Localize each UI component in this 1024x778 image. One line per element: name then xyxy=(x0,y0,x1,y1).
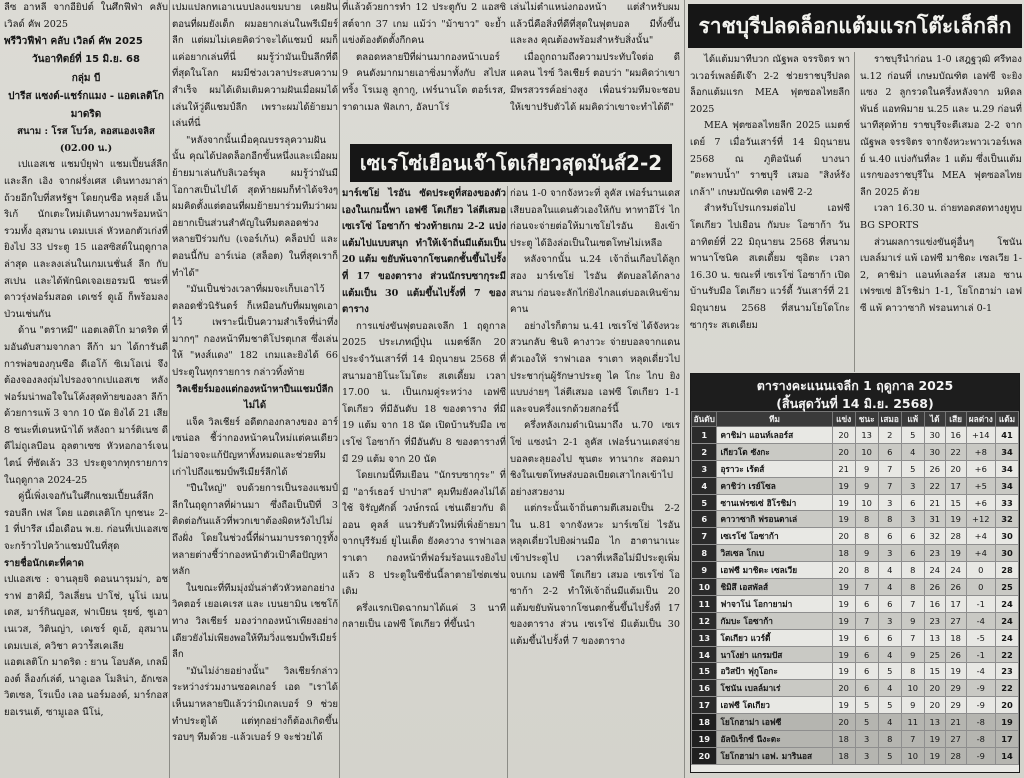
standings-row xyxy=(692,595,1019,612)
goals-against-cell: 29 xyxy=(945,697,966,714)
column-2-paragraph: "หลังจากนั้นเมื่อคุณบรรลุความฝันนั้น คุณได้ปลดล็อกอีกขั้นหนึ่งและเมื่อผมย้ายมาเล่นกับลิเวอร์พูล ผมรู้ว่ามันมีโอกาสเป็นไปได้ สุดท้ายผมก็ทำได้จริงๆ ผมคิดตั้งแต่ตอนที่ผมย้ายมาร่วมทีมว่าผมอยากเป็นส่วนสำคัญในทีมตลอดช่วงหลายปีร่วมกับ (เจอร์เก้น) คล็อปป์ และตอนนี้กับ อาร์เน่อ (สล็อต) ในที่สุดเราก็ทำได้" xyxy=(172,134,338,279)
won-cell: 8 xyxy=(855,528,878,545)
goal-diff-cell: -9 xyxy=(966,680,995,697)
team-cell: โชนัน เบลล์มาเร่ xyxy=(717,680,832,697)
points-cell: 24 xyxy=(995,612,1018,629)
goals-for-cell: 22 xyxy=(924,477,945,494)
standings-header-cell: เสมอ xyxy=(878,412,901,427)
drawn-cell: 4 xyxy=(878,646,901,663)
team-cell: เกียวโต ซังกะ xyxy=(717,443,832,460)
drawn-cell: 7 xyxy=(878,460,901,477)
goals-against-cell: 24 xyxy=(945,562,966,579)
lost-cell: 9 xyxy=(901,646,924,663)
goals-against-cell: 27 xyxy=(945,612,966,629)
column-5-paragraph: ส่วนผลการแข่งขันคู่อื่นๆ โชนัน เบลล์มาเร่ แพ้ เอฟซี มาชิดะ เซลเวีย 1-2, คาชิม่า แอนท์เลอร์ส เสมอ ซานเฟรซเซ่ ฮิโรชิม่า 1-1, โยโกฮาม่า เอฟซี แพ้ คาวาซากิ ฟรอนทาเล่ 0-1 xyxy=(860,236,1022,314)
goal-diff-cell: +12 xyxy=(966,511,995,528)
ratchaburi-headline: ราชบุรีปลดล็อกแต้มแรกโต๊ะเล็กลีก xyxy=(688,4,1022,48)
goals-for-cell: 23 xyxy=(924,545,945,562)
standings-header-cell: ชนะ xyxy=(855,412,878,427)
column-4-paragraph: แต่กระนั้นเจ้าถิ่นตามตีเสมอเป็น 2-2 ใน น.81 จากจังหวะ มาร์เซโย่ ไรอัน หลุดเดี่ยวไปยิงผ่านมือ ไก ฮาตานาเนะ เข้าประตูไป เวลาที่เหลือไม่มีประตูเพิ่ม จบเกม เอฟซี โตเกียว เสมอ เซเรโซ่ โอซาก้า 2-2 ทำให้เจ้าถิ่นมีแต้มเป็น 20 แต้มขยับพ้นจากโซนตกชั้นขึ้นไปรั้งที่ 17 ของตาราง ส่วน เซเรโซ่ มีแต้มเป็น 30 แต้มขึ้นไปรั้งที่ 7 ของตาราง xyxy=(510,503,680,648)
points-cell: 22 xyxy=(995,680,1018,697)
lost-cell: 6 xyxy=(901,545,924,562)
standings-table-box xyxy=(690,373,1020,773)
lost-cell: 3 xyxy=(901,511,924,528)
drawn-cell: 5 xyxy=(878,663,901,680)
team-cell: เอฟซี มาชิดะ เซลเวีย xyxy=(717,562,832,579)
column-4-paragraph: ก่อน 1-0 จากจังหวะที่ ลูคัส เฟอร์นานเดสเสียบอลในแดนตัวเองให้กับ ทาทาอีโร่ ไกก่อนจะจ่ายต่อให้มาเซโยไรอัน ยิงเข้าประตู ได้อิงล่อเป็นในเซตโทษไม่เหลือ xyxy=(510,188,680,249)
points-cell: 24 xyxy=(995,629,1018,646)
goals-against-cell: 20 xyxy=(945,460,966,477)
drawn-cell: 8 xyxy=(878,731,901,748)
team-cell: เอฟซี โตเกียว xyxy=(717,697,832,714)
goal-diff-cell: 0 xyxy=(966,562,995,579)
drawn-cell: 5 xyxy=(878,697,901,714)
rank-cell: 7 xyxy=(692,528,717,545)
team-cell: กัมบะ โอซาก้า xyxy=(717,612,832,629)
won-cell: 10 xyxy=(855,494,878,511)
standings-table xyxy=(691,411,1019,765)
column-2-paragraph: ในขณะที่ทีมมุ่งมั่นล่าตัวหัวหอกอย่าง วิคตอร์ เยอเคเรส และ เบนยามิน เชชโก้ ทาง วิลเชียร์ มองว่ากองหน้าเพียงอย่างเดียวยังไม่เพียงพอให้ทีมวิ่งแชมป์พรีเมียร์ลีก xyxy=(172,582,338,661)
rank-cell: 3 xyxy=(692,460,717,477)
goals-against-cell: 22 xyxy=(945,443,966,460)
lost-cell: 7 xyxy=(901,731,924,748)
rank-cell: 4 xyxy=(692,477,717,494)
points-cell: 25 xyxy=(995,579,1018,596)
lost-cell: 4 xyxy=(901,443,924,460)
played-cell: 19 xyxy=(832,477,855,494)
lineup-heading: รายชื่อนักเตะที่คาด xyxy=(4,557,84,569)
column-5-paragraph: MEA ฟุตซอลไทยลีก 2025 แมตช์เดย์ 7 เมื่อวันเสาร์ที่ 14 มิถุนายน 2568 ณ ภูติอนันต์ บางนา "ตะพาบน้ำ" ราชบุรี เสมอ "สิงห์รังเกล้า" เกษมบัณฑิต เอฟซี 2-2 xyxy=(690,120,850,198)
goal-diff-cell: -4 xyxy=(966,663,995,680)
team-cell: โยโกฮาม่า เอฟซี xyxy=(717,714,832,731)
column-3-paragraph: ตลอดหลายปีที่ผ่านมากองหน้าเบอร์ 9 คนดังมากมายเอาซิ่งมาทั้งกับ สไปสทริ้ง โรเมลู ลูกากู, เฟร์นานโด ตอร์เรส, ราดาเมล ฟัลเกา, อัลบาโร่ xyxy=(342,51,506,113)
standings-header-cell: แต้ม xyxy=(995,412,1018,427)
points-cell: 33 xyxy=(995,494,1018,511)
lost-cell: 10 xyxy=(901,680,924,697)
lost-cell: 9 xyxy=(901,697,924,714)
standings-row xyxy=(692,545,1019,562)
column-divider xyxy=(169,0,170,778)
article-column-3 xyxy=(342,186,506,778)
standings-subtitle: (สิ้นสุดวันที่ 14 มิ.ย. 2568) xyxy=(776,396,934,411)
goals-for-cell: 20 xyxy=(924,697,945,714)
goals-against-cell: 28 xyxy=(945,747,966,764)
column-1-paragraph: คู่นี้เพิ่งเจอกันในศึกแชมเปี้ยนส์ลีก รอบลีก เฟส โดย แอตเลติโก บุกชนะ 2-1 ที่ปารีส เมื่อเดือน พ.ย. ก่อนที่เปแอสเซจะกร้าวไปคว้าแชมป์ในที่สุด xyxy=(4,491,168,553)
preview-venue: สนาม : โรส โบว์ล, ลอสแองเจลิส (02.00 น.) xyxy=(17,126,155,154)
team-cell: เซเรโซ่ โอซาก้า xyxy=(717,528,832,545)
won-cell: 6 xyxy=(855,629,878,646)
goals-against-cell: 17 xyxy=(945,595,966,612)
points-cell: 17 xyxy=(995,731,1018,748)
column-divider xyxy=(684,0,685,778)
goals-for-cell: 30 xyxy=(924,427,945,444)
article-column-1 xyxy=(4,0,168,778)
rank-cell: 12 xyxy=(692,612,717,629)
goal-diff-cell: -9 xyxy=(966,747,995,764)
won-cell: 10 xyxy=(855,443,878,460)
played-cell: 19 xyxy=(832,663,855,680)
standings-row xyxy=(692,680,1019,697)
article-column-5a xyxy=(690,52,850,370)
goals-against-cell: 26 xyxy=(945,646,966,663)
column-divider xyxy=(339,0,340,778)
article-column-4 xyxy=(510,186,680,778)
lost-cell: 7 xyxy=(901,595,924,612)
preview-date: วันอาทิตย์ที่ 15 มิ.ย. 68 xyxy=(32,54,140,66)
rank-cell: 6 xyxy=(692,511,717,528)
goals-for-cell: 13 xyxy=(924,629,945,646)
column-3-paragraph: ครึ่งแรกเปิดฉากมาได้แค่ 3 นาที กลายเป็น เอฟซี โตเกียว ที่ขึ้นนำ xyxy=(342,602,506,631)
won-cell: 5 xyxy=(855,697,878,714)
points-cell: 28 xyxy=(995,562,1018,579)
team-cell: คาชิม่า แอนท์เลอร์ส xyxy=(717,427,832,444)
lost-cell: 8 xyxy=(901,579,924,596)
rank-cell: 5 xyxy=(692,494,717,511)
drawn-cell: 2 xyxy=(878,427,901,444)
goals-for-cell: 19 xyxy=(924,731,945,748)
standings-header-cell: ได้ xyxy=(924,412,945,427)
played-cell: 18 xyxy=(832,731,855,748)
rank-cell: 8 xyxy=(692,545,717,562)
rank-cell: 16 xyxy=(692,680,717,697)
column-5-paragraph: เวลา 16.30 น. ถ่ายทอดสดทางยูทูบ BG SPORTS xyxy=(860,203,1022,231)
drawn-cell: 3 xyxy=(878,545,901,562)
drawn-cell: 3 xyxy=(878,612,901,629)
goals-for-cell: 26 xyxy=(924,579,945,596)
points-cell: 19 xyxy=(995,714,1018,731)
rank-cell: 17 xyxy=(692,697,717,714)
goal-diff-cell: +4 xyxy=(966,528,995,545)
rank-cell: 18 xyxy=(692,714,717,731)
standings-body xyxy=(692,427,1019,765)
played-cell: 19 xyxy=(832,629,855,646)
points-cell: 30 xyxy=(995,545,1018,562)
goals-against-cell: 16 xyxy=(945,427,966,444)
preview-group: กลุ่ม บี xyxy=(71,72,101,84)
lost-cell: 6 xyxy=(901,528,924,545)
goal-diff-cell: -4 xyxy=(966,612,995,629)
article-column-4-top xyxy=(510,0,680,140)
standings-header-cell: เสีย xyxy=(945,412,966,427)
lost-cell: 9 xyxy=(901,612,924,629)
goal-diff-cell: -8 xyxy=(966,714,995,731)
standings-header-cell: แพ้ xyxy=(901,412,924,427)
goals-for-cell: 32 xyxy=(924,528,945,545)
standings-header-row xyxy=(692,412,1019,427)
goals-against-cell: 18 xyxy=(945,629,966,646)
column-4-paragraph: หลังจากนั้น น.24 เจ้าถิ่นเกือบได้ลูกสอง มาร์เซโย่ ไรอัน ตัดบอลได้กลางสนาม ก่อนจะลักไก่ยิงไกลแต่บอลเหินข้ามคาน xyxy=(510,254,680,316)
standings-row xyxy=(692,427,1019,444)
points-cell: 30 xyxy=(995,528,1018,545)
rank-cell: 1 xyxy=(692,427,717,444)
team-cell: วิสเซล โกเบ xyxy=(717,545,832,562)
won-cell: 9 xyxy=(855,545,878,562)
lost-cell: 5 xyxy=(901,460,924,477)
goals-against-cell: 19 xyxy=(945,663,966,680)
column-4-paragraph: อย่างไรก็ตาม น.41 เซเรโซ่ ได้จังหวะสวนกลับ ชินจิ คางาวะ จ่ายบอลจากแดนตัวเองให้ ราฟาเอล ราเตา หลุดเดี่ยวไปประชากุ่นผู้รักษาประตู ไค โกะ ไกบ ยิงแบบง่ายๆ ไล่ตีเสมอ เอฟซี โตเกียว 1-1 และจบครึ่งแรกด้วยสกอร์นี้ xyxy=(510,320,680,415)
rank-cell: 15 xyxy=(692,663,717,680)
goals-against-cell: 15 xyxy=(945,494,966,511)
article-column-5b xyxy=(860,52,1022,370)
standings-row xyxy=(692,731,1019,748)
goal-diff-cell: +5 xyxy=(966,477,995,494)
column-2-paragraph: "มันไม่ง่ายอย่างนั้น" วิลเชียร์กล่าวระหว่างร่วมงานซอคเกอร์ เอด "เราได้เห็นมาหลายปีแล้วว่ามิเกลเบอร์ 9 ช่วยทำประตูได้ แต่ทุกอย่างก็ต้องเกิดขึ้นรอบๆ ทีมด้วย -แล้วเบอร์ 9 จะช่วยได้ xyxy=(172,665,338,744)
drawn-cell: 6 xyxy=(878,595,901,612)
team-cell: โตเกียว แวร์ดี้ xyxy=(717,629,832,646)
points-cell: 41 xyxy=(995,427,1018,444)
goals-against-cell: 19 xyxy=(945,545,966,562)
points-cell: 14 xyxy=(995,747,1018,764)
won-cell: 8 xyxy=(855,511,878,528)
column-1-top-line: ลีซ อาหลี จากอียิปต์ ในศึกฟีฟ่า คลับเวิลด์ คัพ 2025 xyxy=(4,2,168,30)
goals-for-cell: 20 xyxy=(924,680,945,697)
played-cell: 20 xyxy=(832,427,855,444)
rank-cell: 10 xyxy=(692,579,717,596)
standings-row xyxy=(692,528,1019,545)
drawn-cell: 4 xyxy=(878,562,901,579)
column-1-paragraph: ด้าน "ตราหมี" แอตเลติโก มาดริด ที่มอันดับสามจากลา ลีก้า มา ได้การันตีการพ่อของกุนซือ ดีเอโก้ ซิเมโอเน่ จึงต้องจองลงถุ่มไปรองจากเปแอสเช หลังฟอร์มน่าพอใจในโค้งสุดท้ายของลา ลีก้า ด้วยการแพ้ 3 จาก 10 นัด ยิงได้ 21 เสีย 8 ชนะที่เดนหน้าได้ หลังถา มาร์ติเนซ ดีดีไม่ถูเลบีอน อุลตาเซซ หัวหอกอาร์เจนไตน์ ที่ซัดเล้ว 33 ประตูจากทุกรายการในฤดูกาล 2024-25 xyxy=(4,325,168,486)
preview-fixture: ปารีส แซงต์-แชร์กแมง - แอตเลติโก มาดริด xyxy=(8,90,164,120)
standings-row xyxy=(692,747,1019,764)
points-cell: 24 xyxy=(995,595,1018,612)
column-5-paragraph: สำหรับโปรแกรมต่อไป เอฟซี โตเกียว ไปเยือน กัมบะ โอซาก้า วันอาทิตย์ที่ 22 มิถุนายน 2568 ที่สนามพานาโซนิค สเตเดี้ยม ซุอิตะ เวลา 16.30 น. ขณะที่ เซเรโซ่ โอซาก้า เปิดบ้านรับมือ โตเกียว แวร์ดี้ วันเสาร์ที่ 21 มิถุนายน 2568 ที่สนามโยโดโกะ ซากุระ สเตเดียม xyxy=(690,203,850,331)
team-cell: ชิมิสึ เอสพัลส์ xyxy=(717,579,832,596)
team-cell: ฟาจาโน่ โอกายาม่า xyxy=(717,595,832,612)
goals-for-cell: 15 xyxy=(924,663,945,680)
goals-for-cell: 30 xyxy=(924,443,945,460)
lost-cell: 11 xyxy=(901,714,924,731)
standings-row xyxy=(692,612,1019,629)
column-2-paragraph: "ปืนใหญ่" จบด้วยการเป็นรองแชมป์ลีกในฤดูกาลที่ผ่านมา ซึ่งถือเป็นปีที่ 3 ติดต่อกันแล้วที่พวกเขาต้องผิดหวังไปไม่ถึงฝั่ง โดยในช่วงนี้ที่ผ่านมาบรรดากูรูทั้งหลายต่างชี้ว่ากองหน้าตัวเป้าคือปัญหาหลัก xyxy=(172,483,338,578)
drawn-cell: 5 xyxy=(878,747,901,764)
lost-cell: 7 xyxy=(901,629,924,646)
points-cell: 20 xyxy=(995,697,1018,714)
drawn-cell: 8 xyxy=(878,511,901,528)
standings-title-bar xyxy=(691,374,1019,411)
goal-diff-cell: -1 xyxy=(966,646,995,663)
points-cell: 34 xyxy=(995,460,1018,477)
points-cell: 32 xyxy=(995,511,1018,528)
goal-diff-cell: +6 xyxy=(966,494,995,511)
goal-diff-cell: +8 xyxy=(966,443,995,460)
column-5-paragraph: ได้แต้มมาทีบวก ณัฐพล จรรจิตร พาวเวอร์เพลย์ตีเจ๊า 2-2 ช่วยราชบุรีปลดล็อกแต้มแรก MEA ฟุตซอลไทยลีก 2025 xyxy=(690,54,850,115)
goals-against-cell: 17 xyxy=(945,477,966,494)
standings-row xyxy=(692,460,1019,477)
rank-cell: 19 xyxy=(692,731,717,748)
standings-row xyxy=(692,443,1019,460)
played-cell: 19 xyxy=(832,511,855,528)
column-divider xyxy=(854,52,855,372)
drawn-cell: 4 xyxy=(878,579,901,596)
won-cell: 7 xyxy=(855,579,878,596)
column-divider xyxy=(507,186,508,778)
goals-for-cell: 31 xyxy=(924,511,945,528)
played-cell: 20 xyxy=(832,443,855,460)
team-cell: ซานเฟรซเซ่ ฮิโรชิม่า xyxy=(717,494,832,511)
team-cell: อุราวะ เร้ดส์ xyxy=(717,460,832,477)
standings-row xyxy=(692,697,1019,714)
goal-diff-cell: -1 xyxy=(966,595,995,612)
lost-cell: 8 xyxy=(901,562,924,579)
goals-for-cell: 25 xyxy=(924,646,945,663)
goals-against-cell: 29 xyxy=(945,680,966,697)
standings-row xyxy=(692,663,1019,680)
drawn-cell: 4 xyxy=(878,714,901,731)
played-cell: 19 xyxy=(832,595,855,612)
goals-for-cell: 23 xyxy=(924,612,945,629)
standings-row xyxy=(692,646,1019,663)
lost-cell: 5 xyxy=(901,427,924,444)
played-cell: 20 xyxy=(832,562,855,579)
won-cell: 7 xyxy=(855,612,878,629)
lost-cell: 8 xyxy=(901,663,924,680)
wilshere-subhead: วิลเชียร์มองแต่กองหน้าหาปืนแชมป์ลีกไม่ได้ xyxy=(176,383,334,412)
played-cell: 20 xyxy=(832,528,855,545)
won-cell: 9 xyxy=(855,460,878,477)
rank-cell: 14 xyxy=(692,646,717,663)
column-3-paragraph: การแข่งขันฟุตบอลเจลีก 1 ฤดูกาล 2025 ประเภทญี่ปุ่น แมตช์ลีก 20 ประจำวันเสาร์ที่ 14 มิถุนายน 2568 ที่สนามอายิโนะโมโตะ สเตเดี้ยม เวลา 17.00 น. เป็นเกมคู่ระหว่าง เอฟซี โตเกียว ที่มีอันดับ 18 ของตาราง ที่มี 19 แต้ม จาก 18 นัด เปิดบ้านรับมือ เซเรโซ่ โอซาก้า ที่มีอันดับ 8 ของตารางที่มี 29 แต้ม จาก 20 นัด xyxy=(342,320,506,465)
lost-cell: 10 xyxy=(901,747,924,764)
team-cell: โยโกฮาม่า เอฟ. มารินอส xyxy=(717,747,832,764)
played-cell: 19 xyxy=(832,646,855,663)
goals-for-cell: 24 xyxy=(924,562,945,579)
played-cell: 18 xyxy=(832,545,855,562)
column-1-paragraph: เปแอสเช แชมป์ยุฟ่า แชมเปี้ยนส์ลีก และลีก เอิง จากฝรั่งเศส เดินทางมาล่าถ้วยอีกใบที่สหรัฐฯ โดยกุนซือ หลุยส์ เอ็นริเก้ นักเตะใหม่เดินทางมาพร้อมหน้า รวมทั้ง อุสมาน เดมเบเล่ หัวหอกตัวเก่งที่ยิงไป 33 ประตู 15 แอสซิสต์ในฤดูกาลล่าสุด และลงเล่นในเกมเนชั่นส์ ลีก กับสเปน และได้พักนิดเจอเยอรมนี ชนะที่ดาวรุ่งฟอร์มสอด เดเซร์ ดูเอ้ ก็พร้อมลงป่วนเช่นกัน xyxy=(4,159,168,320)
goals-against-cell: 21 xyxy=(945,714,966,731)
played-cell: 18 xyxy=(832,747,855,764)
standings-row xyxy=(692,579,1019,596)
goals-against-cell: 19 xyxy=(945,511,966,528)
team-cell: คาชิว่า เรย์โซล xyxy=(717,477,832,494)
lost-cell: 3 xyxy=(901,477,924,494)
standings-row xyxy=(692,477,1019,494)
drawn-cell: 4 xyxy=(878,680,901,697)
goal-diff-cell: +14 xyxy=(966,427,995,444)
points-cell: 22 xyxy=(995,646,1018,663)
goal-diff-cell: +4 xyxy=(966,545,995,562)
goal-diff-cell: -8 xyxy=(966,731,995,748)
goal-diff-cell: 0 xyxy=(966,579,995,596)
article-column-3-top xyxy=(342,0,506,140)
won-cell: 3 xyxy=(855,747,878,764)
team-cell: อัลบิเร็กซ์ นีงะตะ xyxy=(717,731,832,748)
drawn-cell: 6 xyxy=(878,629,901,646)
goals-against-cell: 28 xyxy=(945,528,966,545)
goal-diff-cell: +6 xyxy=(966,460,995,477)
column-3-paragraph: ที่แล้วด้วยการทำ 12 ประตูกับ 2 แอสซิสต์จาก 37 เกม แม้ว่า "ม้าขาว" จะย้ำแข่งต้องตัดตั้งกีกคน xyxy=(342,2,506,47)
drawn-cell: 3 xyxy=(878,494,901,511)
played-cell: 19 xyxy=(832,494,855,511)
standings-row xyxy=(692,562,1019,579)
goals-for-cell: 13 xyxy=(924,714,945,731)
column-3-paragraph: โดยเกมนี้ทีมเยือน "นักรบซากุระ" ที่มี "อาร์เธอร์ ปาปาส" คุมทีมยังคงไม่ได้ใช้ จิรัญศักดิ์ วงษ์กรณ์ เช่นเดียวกับ ดิออน คูลส์ แนวรับตัวใหม่ที่เพิ่งย้ายมาจากบุรีรัมย์ ยูไนเต็ด ยังคงวาง ราฟาเอล ราเตา กองหน้าที่ฟอร์มร้อนแรงยิงไปแล้ว 8 ประตูในซีซั่นนี้ลาตายไซ่ตเช่นเดิม xyxy=(342,470,506,598)
goal-diff-cell: -9 xyxy=(966,697,995,714)
column-4-paragraph: เล่นไม่ตำแหน่งกองหน้า แต่สำหรับผมแล้วนี่คือสิ่งที่ดีที่สุดในฟุตบอล มีทั้งขึ้นและลง คุณต้องพร้อมสำหรับสิ่งนั้น" xyxy=(510,2,680,47)
article-column-2 xyxy=(172,0,338,778)
played-cell: 19 xyxy=(832,697,855,714)
played-cell: 21 xyxy=(832,460,855,477)
won-cell: 6 xyxy=(855,663,878,680)
won-cell: 8 xyxy=(855,562,878,579)
goals-against-cell: 27 xyxy=(945,731,966,748)
drawn-cell: 6 xyxy=(878,443,901,460)
standings-row xyxy=(692,714,1019,731)
points-cell: 34 xyxy=(995,477,1018,494)
standings-row xyxy=(692,494,1019,511)
standings-row xyxy=(692,511,1019,528)
team-cell: นาโงย่า แกรมปัส xyxy=(717,646,832,663)
standings-title: ตารางคะแนนเจลีก 1 ฤดูกาล 2025 xyxy=(756,378,954,393)
cerezo-headline: เซเรโซ่เยือนเจ๊าโตเกียวสุดมันส์2-2 xyxy=(350,144,672,182)
goals-for-cell: 26 xyxy=(924,460,945,477)
standings-header-cell: ผลต่าง xyxy=(966,412,995,427)
won-cell: 9 xyxy=(855,477,878,494)
standings-header-cell: ทีม xyxy=(717,412,832,427)
won-cell: 6 xyxy=(855,595,878,612)
rank-cell: 11 xyxy=(692,595,717,612)
drawn-cell: 6 xyxy=(878,528,901,545)
column-4-paragraph: เมื่อถูกถามถึงความประทับใจต่อ ดีแคลน ไรซ์ วิลเชียร์ ตอบว่า "ผมคิดว่าเขามีพรสวรรค์อย่างสูง เพื่อนร่วมทีมจะชอบให้เขาปรับตัวได้ ผมคิดว่าเขาจะทำได้ดี" xyxy=(510,51,680,113)
column-2-paragraph: เปมแปลกทเอาเนบปลงแขมบาย เคยฝันตอนที่ผมยังเด็ก ผมอยากเล่นในพรีเมียร์ลีก แต่ผมไม่เคยคิดว่าจะได้แชมป์ ผมก็แค่อยากเล่นที่นี่ ผมรู้ว่ามันเป็นลีกที่ดีที่สุดในโลก ผมมีช่วงเวลาประสบความสำเร็จ ผมได้เดิมเติมความฝันเมื่อผมได้เล่นให้วู่ดีแชมป์ลีก เพราะผมได้ย้ายมาเล่นที่นี่ xyxy=(172,2,338,130)
played-cell: 20 xyxy=(832,714,855,731)
rank-cell: 20 xyxy=(692,747,717,764)
goals-for-cell: 21 xyxy=(924,494,945,511)
preview-heading: พรีวิวฟีฟ่า คลับ เวิลด์ คัพ 2025 xyxy=(4,36,143,48)
goals-for-cell: 16 xyxy=(924,595,945,612)
goals-against-cell: 26 xyxy=(945,579,966,596)
played-cell: 19 xyxy=(832,612,855,629)
drawn-cell: 7 xyxy=(878,477,901,494)
column-4-paragraph: ครึ่งหลังเกมดำเนินมาถึง น.70 เซเรโซ่ แซงนำ 2-1 ลูคัส เฟอร์นานเดสจ่ายบอลตะลุยองไป ชุนตะ ทานากะ สอดมาชิงในเขตโทษส่งบอลเบียดเสาไกลเข้าไปอย่างสวยงาม xyxy=(510,420,680,498)
won-cell: 6 xyxy=(855,646,878,663)
won-cell: 6 xyxy=(855,680,878,697)
goals-for-cell: 19 xyxy=(924,747,945,764)
team-cell: อวิสป้า ฟุกูโอกะ xyxy=(717,663,832,680)
rank-cell: 9 xyxy=(692,562,717,579)
points-cell: 34 xyxy=(995,443,1018,460)
team-cell: คาวาซากิ ฟรอนตาเล่ xyxy=(717,511,832,528)
won-cell: 13 xyxy=(855,427,878,444)
cerezo-lead: มาร์เซโย่ ไรอัน ซัดประตูที่สองของตัวเองในเกมนี้พา เอฟซี โตเกียว ไล่ตีเสมอ เซเรโซ่ โอซาก้า ช่วงท้ายเกม 2-2 แบ่งแต้มไปแบบสนุก ทำให้เจ้าถิ่นมีแต้มเป็น 20 แต้ม ขยับพ้นจากโซนตกชั้นขึ้นไปรั้งที่ 17 ของตาราง ส่วนนักรบซากุระมีแต้มเป็น 30 แต้มขึ้นไปรั้งที่ 7 ของตาราง xyxy=(342,188,506,316)
rank-cell: 2 xyxy=(692,443,717,460)
rank-cell: 13 xyxy=(692,629,717,646)
lineup-psg: เปแอสเซ : จานลุยจิ ดอนนารุมม่า, อชราฟ ฮาคิมี่, วิลเลี่ยน ปาโช่, นูโน่ เมนเดส, มาร์กินญอส, ฟาเบียน รุยซ์, ชูเอา เนเวส, วิตินญ่า, เดเซร์ ดูเอ้, อุสมาน เดมเบเล่, ควิชา ควาร์ัสเคเลีย xyxy=(4,574,168,652)
lineup-atletico: แอตเลติโก มาดริด : ยาน โอบลัค, เกลม็องต์ ล็องก์เล่ต์, นาอูเอล โมลิน่า, อักเซล วิตเซล, โรแบ็ง เลอ นอร์มองด์, มาร์กอส ยอเรนเต้, ซามูเอล นีโน่, xyxy=(4,657,168,718)
won-cell: 5 xyxy=(855,714,878,731)
standings-header-cell: อันดับ xyxy=(692,412,717,427)
goal-diff-cell: -5 xyxy=(966,629,995,646)
played-cell: 19 xyxy=(832,579,855,596)
played-cell: 20 xyxy=(832,680,855,697)
points-cell: 23 xyxy=(995,663,1018,680)
column-2-paragraph: "มันเป็นช่วงเวลาที่ผมจะเก็บเอาไว้ตลอดชั่วนิรันดร์ ก็เหมือนกับที่ผมพูดเอาไว้ เพราะนี่เป็นความสำเร็จที่น่าทึ่ง มากๆ" กองหน้าทีมชาติโปรตุเกส ซึ่งเล่นให้ "หงส์แดง" 182 เกมและยิงได้ 66 ประตูในทุกรายการ กล่าวทิ้งท้าย xyxy=(172,284,338,379)
standings-header-cell: แข่ง xyxy=(832,412,855,427)
lost-cell: 6 xyxy=(901,494,924,511)
won-cell: 3 xyxy=(855,731,878,748)
column-5-paragraph: ราชบุรีนำก่อน 1-0 เสฎฐวุฒิ ศรีทอง น.12 ก่อนที่ เกษมบัณฑิต เอฟซี จะยิงแซง 2 ลูกรวดในครึ่งหลังจาก มหิดลพันธ์ แอทพิมาย น.25 และ น.29 ก่อนที่นาทีสุดท้าย ราชบุรีจะตีเสมอ 2-2 จาก ณัฐพล จรรจิตร จากจังหวะพาวเวอร์เพลย์ น.40 แบ่งกันที่ละ 1 แต้ม ซึ่งเป็นแต้มแรกของราชบุรีใน MEA ฟุตซอลไทยลีก 2025 ด้วย xyxy=(860,54,1022,198)
column-2-paragraph: แจ็ค วิลเชียร์ อดีตกองกลางของ อาร์เซน่อล ชี้ว่ากองหน้าคนใหม่แต่คนเดียวไม่อาจจะแก้ปัญหาทั้งหมดและช่วยทีมเก่าไปถึงแชมป์พรีเมียร์ลีกได้ xyxy=(172,416,338,478)
standings-row xyxy=(692,629,1019,646)
